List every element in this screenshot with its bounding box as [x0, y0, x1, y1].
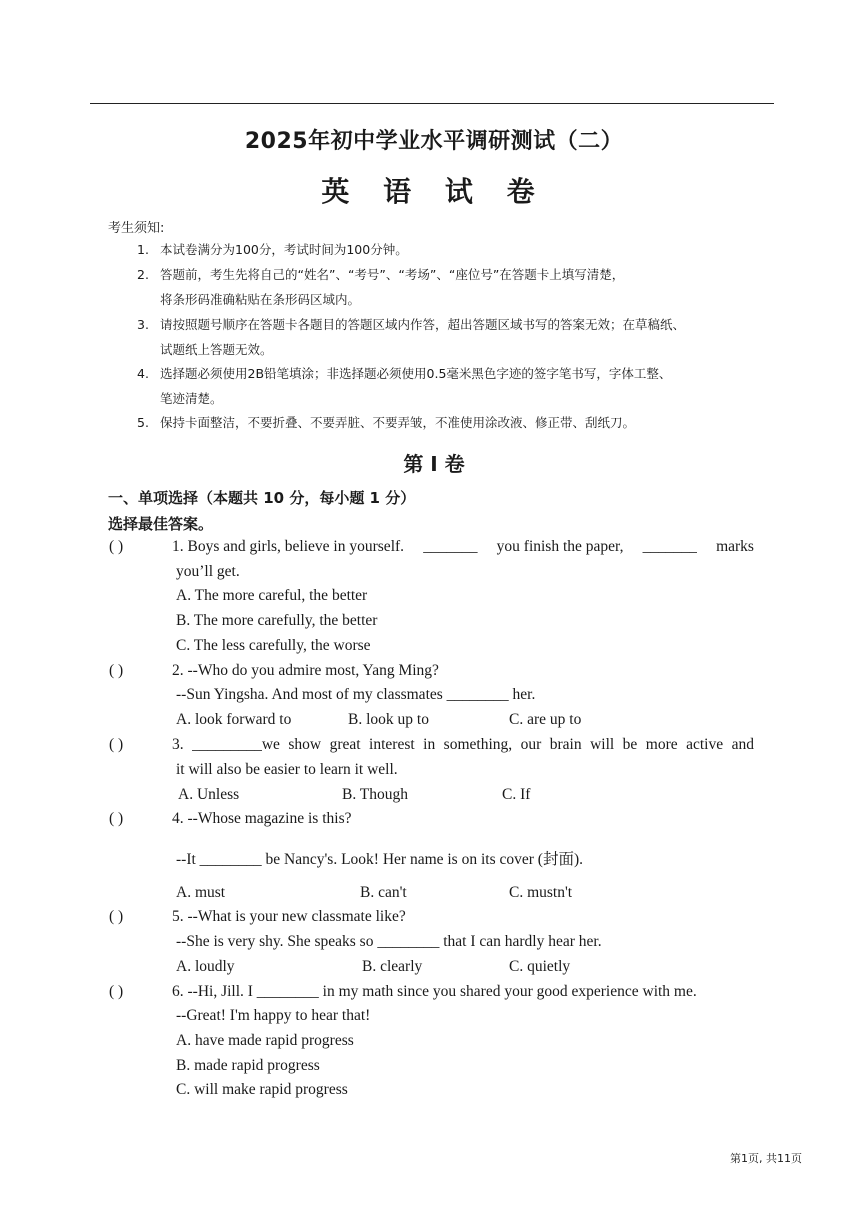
stem-part: be [622, 736, 638, 753]
stem-part: in [423, 736, 436, 753]
option-c: C. will make rapid progress [176, 1081, 348, 1098]
option-a: A. must [176, 884, 226, 901]
option-a: A. have made rapid progress [176, 1032, 354, 1049]
question-stem: 4. --Whose magazine is this? [172, 810, 352, 827]
notice-num: 4. [137, 366, 149, 381]
option-c: C. are up to [509, 711, 582, 728]
notice-heading: 考生须知: [108, 221, 165, 236]
question-stem: 2. --Who do you admire most, Yang Ming? [172, 662, 439, 679]
stem-part: 3. [172, 736, 184, 753]
stem-part: active [686, 736, 724, 753]
option-a: A. look forward to [176, 711, 292, 728]
notice-num: 3. [137, 317, 149, 332]
option-c: C. quietly [509, 958, 571, 975]
roll-title: 第 I 卷 [403, 452, 465, 476]
question-stem [172, 736, 754, 754]
answer-paren[interactable]: ( ) [109, 908, 124, 925]
option-c: C. The less carefully, the worse [176, 637, 371, 654]
option-b: B. can't [360, 884, 407, 901]
section-instruction: 选择最佳答案。 [108, 515, 214, 533]
option-b: B. The more carefully, the better [176, 612, 378, 629]
question-stem [172, 538, 754, 556]
stem-part: our [520, 736, 542, 753]
notice-text: 请按照题号顺序在答题卡各题目的答题区域内作答，超出答题区域书写的答案无效；在草稿纸、 [160, 317, 686, 332]
stem-part: marks [716, 538, 754, 555]
notice-item [137, 267, 625, 307]
notice-num: 2. [137, 267, 149, 282]
notice-item [137, 366, 672, 406]
question-stem-cont: you’ll get. [176, 563, 240, 580]
notice-text: 试题纸上答题无效。 [160, 342, 273, 357]
notice-text: 将条形码准确粘贴在条形码区域内。 [160, 292, 361, 307]
question-stem: 5. --What is your new classmate like? [172, 908, 406, 925]
stem-part: will [590, 736, 615, 753]
notice-text: 本试卷满分为100分，考试时间为100分钟。 [160, 242, 408, 257]
header-rule [90, 103, 774, 104]
notice-text: 笔迹清楚。 [160, 391, 223, 406]
option-c: C. mustn't [509, 884, 573, 901]
blank: _______ [642, 538, 697, 555]
notice-num: 1. [137, 242, 149, 257]
notice-num: 5. [137, 415, 149, 430]
exam-title: 2025年初中学业水平调研测试（二） [244, 129, 624, 154]
stem-part: brain [549, 736, 582, 753]
stem-part: _________we [192, 736, 280, 753]
option-a: A. The more careful, the better [176, 587, 368, 604]
question-stem-cont: --Sun Yingsha. And most of my classmates ________ her. [176, 686, 536, 703]
option-a: A. Unless [178, 786, 240, 803]
option-b: B. look up to [348, 711, 429, 728]
option-c: C. If [502, 786, 531, 803]
answer-paren[interactable]: ( ) [109, 662, 124, 679]
blank: _______ [423, 538, 478, 555]
stem-part: show [288, 736, 322, 753]
question-stem: 6. --Hi, Jill. I ________ in my math since you shared your good experience with me. [172, 983, 697, 1000]
stem-part: interest [369, 736, 415, 753]
option-b: B. made rapid progress [176, 1057, 320, 1074]
stem-part: something, [443, 736, 513, 753]
question-stem-cont: --Great! I'm happy to hear that! [176, 1007, 371, 1024]
option-b: B. Though [342, 786, 409, 803]
stem-part: 1. Boys and girls, believe in yourself. [172, 538, 405, 555]
question-stem-cont: --She is very shy. She speaks so ________ that I can hardly hear her. [176, 933, 602, 950]
answer-paren[interactable]: ( ) [109, 538, 124, 555]
stem-part: more [645, 736, 678, 753]
notice-text: 选择题必须使用2B铅笔填涂；非选择题必须使用0.5毫米黑色字迹的签字笔书写，字体工整、 [160, 366, 672, 381]
question-stem-cont: it will also be easier to learn it well. [176, 761, 398, 778]
option-a: A. loudly [176, 958, 235, 975]
notice-item [137, 242, 408, 258]
notice-item [137, 317, 686, 357]
stem-part: and [731, 736, 754, 753]
answer-paren[interactable]: ( ) [109, 736, 124, 753]
option-b: B. clearly [362, 958, 423, 975]
page-number: 第1页, 共11页 [730, 1152, 802, 1165]
notice-text: 保持卡面整洁，不要折叠、不要弄脏、不要弄皱，不准使用涂改液、修正带、刮纸刀。 [160, 415, 636, 430]
stem-part: you finish the paper, [496, 538, 624, 555]
subject-title: 英 语 试 卷 [321, 175, 547, 208]
notice-text: 答题前，考生先将自己的“姓名”、“考号”、“考场”、“座位号”在答题卡上填写清楚， [160, 267, 625, 282]
question-stem-cont: --It ________ be Nancy's. Look! Her name is on its cover (封面). [176, 851, 583, 868]
answer-paren[interactable]: ( ) [109, 983, 124, 1000]
section-title: 一、单项选择（本题共 10 分，每小题 1 分） [108, 489, 416, 507]
notice-item [137, 415, 636, 431]
answer-paren[interactable]: ( ) [109, 810, 124, 827]
stem-part: great [329, 736, 361, 753]
